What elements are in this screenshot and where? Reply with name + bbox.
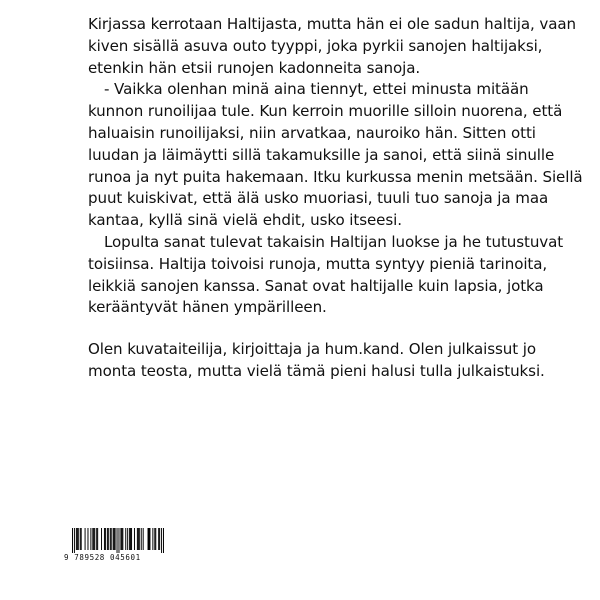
barcode-bar: [122, 528, 123, 550]
barcode-bar: [72, 528, 73, 553]
barcode-bar: [121, 528, 122, 550]
barcode-bar: [97, 528, 98, 550]
barcode-bar: [149, 528, 150, 550]
barcode-bar: [138, 528, 139, 550]
barcode-bar: [74, 528, 75, 553]
barcode-bar: [76, 528, 77, 550]
barcode-bar: [114, 528, 115, 550]
paragraph-conclusion: Lopulta sanat tulevat takaisin Haltijan luokse ja he tutustuvat toisiinsa. Haltija toivoisi runoja, mutta syntyy pieniä tarinoita, leikkiä sanojen kanssa. Sanat ovat haltijalle kuin lapsia, jotka kerääntyvät hänen ympärilleen.: [88, 232, 564, 317]
barcode-digits: 9 789528 045601: [64, 553, 141, 562]
barcode-bar: [129, 528, 130, 550]
barcode-bar: [139, 528, 140, 550]
paragraph-author-bio: Olen kuvataiteilija, kirjoittaja ja hum.kand. Olen julkaissut jo monta teosta, mutta vielä tämä pieni halusi tulla julkaistuksi.: [88, 340, 545, 380]
isbn-barcode: [64, 528, 164, 568]
barcode-bar: [108, 528, 109, 550]
barcode-bar: [141, 528, 142, 550]
barcode-bar: [118, 528, 119, 553]
barcode-bar: [87, 528, 88, 550]
barcode-bar: [161, 528, 162, 553]
paragraph-intro: Kirjassa kerrotaan Haltijasta, mutta hän ei ole sadun haltija, vaan kiven sisällä asuva outo tyyppi, joka pyrkii sanojen haltijaksi, etenkin hän etsii runojen kadonneita sanoja.: [88, 15, 577, 77]
barcode-bar: [159, 528, 160, 550]
paragraph-spacer: [88, 319, 588, 339]
barcode-bar: [111, 528, 112, 550]
barcode-bar: [117, 528, 118, 553]
barcode-bar: [158, 528, 159, 550]
barcode-bar: [104, 528, 105, 550]
barcode-bar: [80, 528, 81, 550]
barcode-bar: [155, 528, 156, 550]
barcode-bar: [134, 528, 135, 550]
barcode-bar: [154, 528, 155, 550]
barcode-bar: [130, 528, 131, 550]
barcode-bar: [143, 528, 144, 550]
barcode-bar: [90, 528, 91, 550]
barcode-bar: [110, 528, 111, 550]
barcode-bar: [115, 528, 116, 550]
barcode-bar: [152, 528, 153, 550]
barcode-bar: [85, 528, 86, 550]
barcode-bar: [120, 528, 121, 550]
barcode-bar: [81, 528, 82, 550]
barcode-bar: [93, 528, 94, 550]
barcode-bar: [78, 528, 79, 550]
barcode-bar: [163, 528, 164, 553]
barcode-bar: [92, 528, 93, 550]
barcode-bar: [101, 528, 102, 550]
description-text: [88, 14, 588, 383]
barcode-bar: [113, 528, 114, 550]
barcode-bar: [127, 528, 128, 550]
barcode-bar: [149, 528, 150, 550]
barcode-bar: [107, 528, 108, 550]
barcode-bar: [131, 528, 132, 550]
barcode-bar: [105, 528, 106, 550]
barcode-bar: [137, 528, 138, 550]
barcode-bar: [125, 528, 126, 550]
barcode-bars: [72, 528, 164, 553]
paragraph-quote: - Vaikka olenhan minä aina tiennyt, ettei minusta mitään kunnon runoilijaa tule. Kun kerroin muorille silloin nuorena, että haluaisin runoilijaksi, niin arvatkaa, nauroiko hän. Sitten otti luudan ja läimäytti sillä takamuksille ja sanoi, että siinä sinulle runoa ja nyt puita hakemaan. Itku kurkussa menin metsään. Siellä puut kuiskivat, että älä usko muoriasi, tuuli tuo sanoja ja maa kantaa, kyllä sinä vielä ehdit, usko itseesi.: [88, 80, 583, 230]
barcode-bar: [77, 528, 78, 550]
barcode-bar: [94, 528, 95, 550]
barcode-bar: [96, 528, 97, 550]
barcode-bar: [148, 528, 149, 550]
